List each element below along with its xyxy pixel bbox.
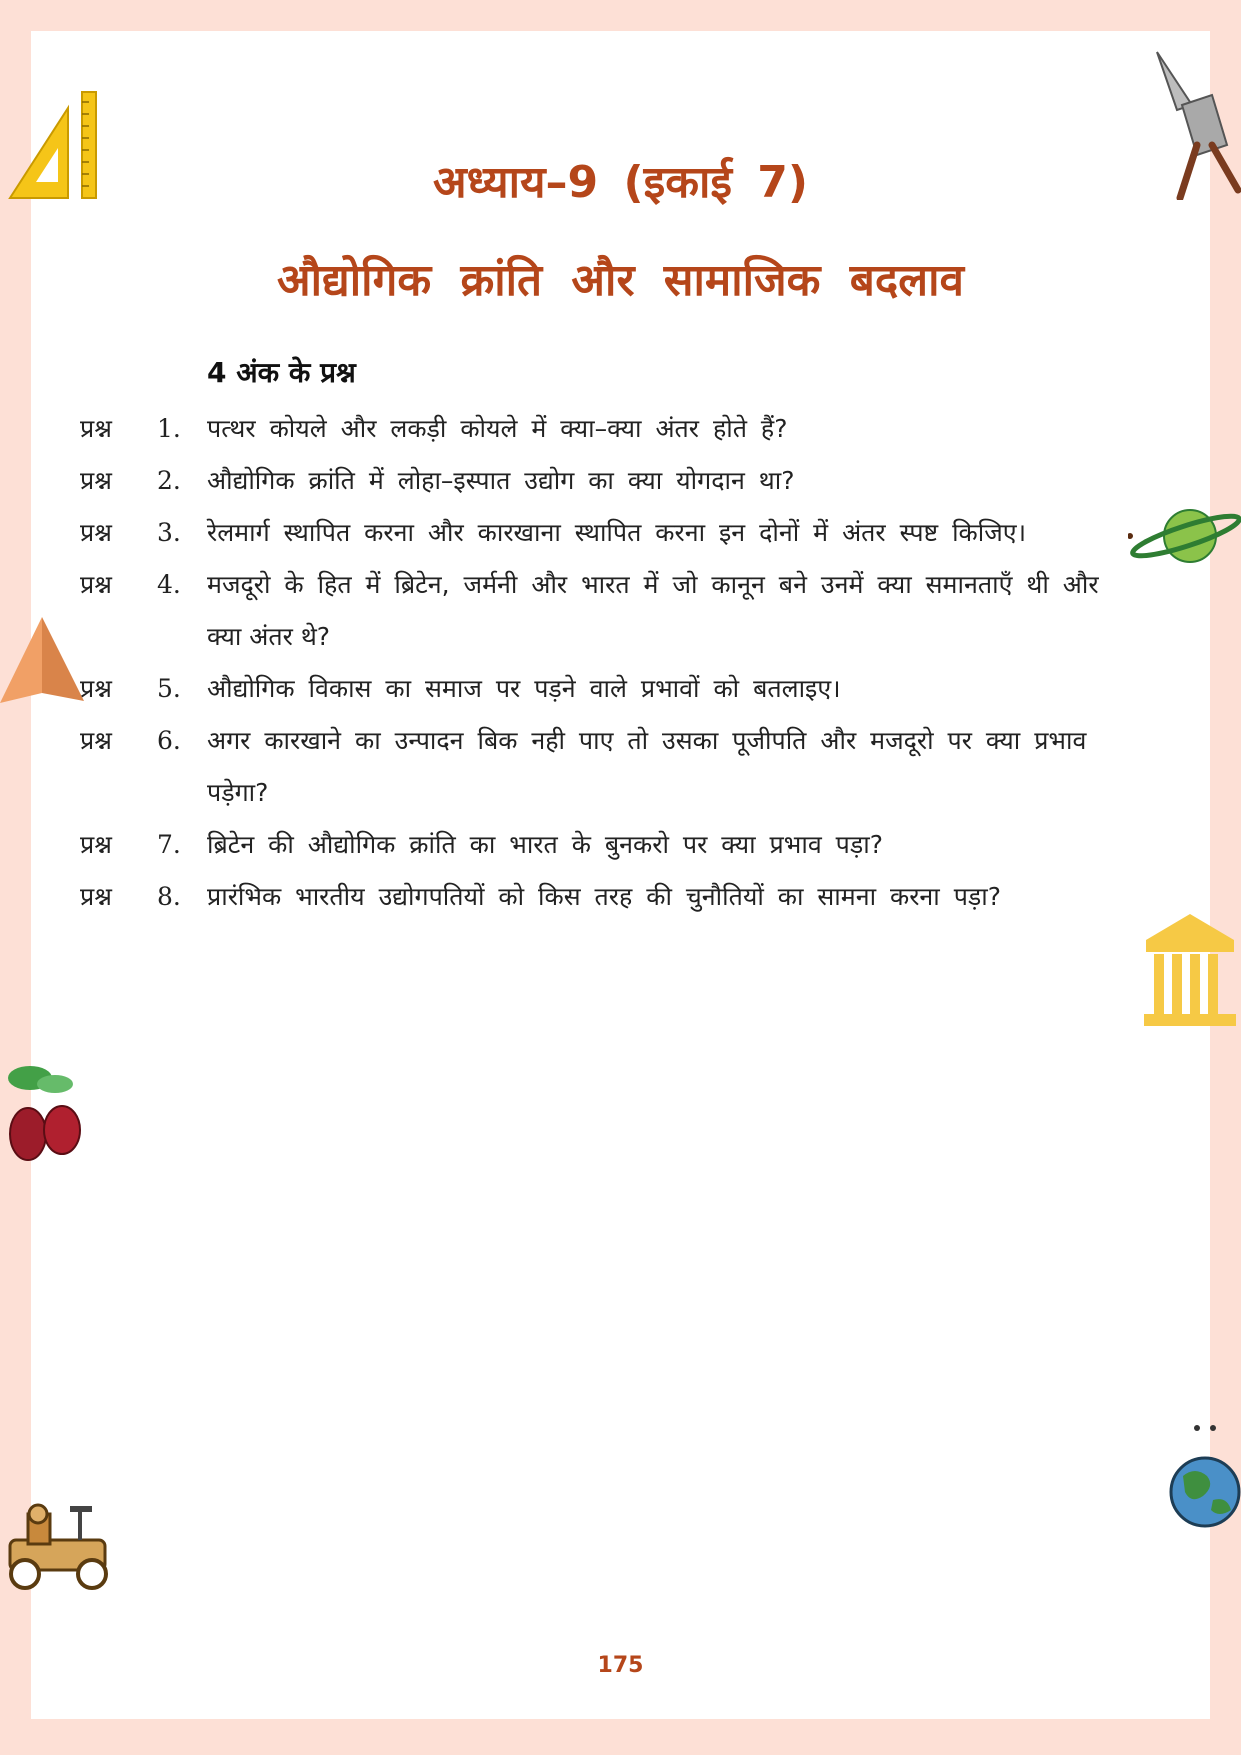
section-heading: 4 अंक के प्रश्न <box>207 356 356 389</box>
steam-engine-icon <box>0 1500 125 1595</box>
question-number: 3. <box>157 518 181 547</box>
question-text: ब्रिटेन की औद्योगिक क्रांति का भारत के बुनकरो पर क्या प्रभाव पड़ा? <box>207 830 883 859</box>
pyramid-icon <box>0 615 85 705</box>
question-label: प्रश्न <box>80 518 112 547</box>
question-text: रेलमार्ग स्थापित करना और कारखाना स्थापित करना इन दोनों में अंतर स्पष्ट किजिए। <box>207 518 1027 547</box>
question-text: पत्थर कोयले और लकड़ी कोयले में क्या–क्या अंतर होते हैं? <box>207 414 788 443</box>
question-number: 7. <box>157 830 181 859</box>
question-text: प्रारंभिक भारतीय उद्योगपतियों को किस तरह की चुनौतियों का सामना करना पड़ा? <box>207 882 1002 911</box>
question-label: प्रश्न <box>80 414 112 443</box>
question-number: 4. <box>157 570 181 599</box>
question-label: प्रश्न <box>80 830 112 859</box>
question-number: 2. <box>157 466 181 495</box>
question-label: प्रश्न <box>80 674 112 703</box>
question-number: 6. <box>157 726 181 755</box>
chapter-title: औद्योगिक क्रांति और सामाजिक बदलाव <box>277 255 964 306</box>
globe-icon <box>1165 1420 1241 1530</box>
page-number: 175 <box>597 1653 644 1678</box>
question-number: 8. <box>157 882 181 911</box>
beans-plant-icon <box>0 1060 90 1170</box>
chapter-heading: अध्याय–9 (इकाई 7) <box>432 157 809 208</box>
pillared-building-icon <box>1140 910 1241 1030</box>
question-text: अगर कारखाने का उन्पादन बिक नही पाए तो उसका पूजीपति और मजदूरो पर क्या प्रभाव <box>207 726 1087 755</box>
question-number: 1. <box>157 414 181 443</box>
question-label: प्रश्न <box>80 570 112 599</box>
question-text: मजदूरो के हित में ब्रिटेन, जर्मनी और भारत में जो कानून बने उनमें क्या समानताएँ थी और <box>207 570 1099 599</box>
question-text-continued: क्या अंतर थे? <box>207 622 331 651</box>
question-label: प्रश्न <box>80 726 112 755</box>
question-text-continued: पड़ेगा? <box>207 778 269 807</box>
question-text: औद्योगिक क्रांति में लोहा–इस्पात उद्योग का क्या योगदान था? <box>207 466 795 495</box>
question-label: प्रश्न <box>80 882 112 911</box>
question-label: प्रश्न <box>80 466 112 495</box>
question-text: औद्योगिक विकास का समाज पर पड़ने वाले प्रभावों को बतलाइए। <box>207 674 841 703</box>
question-number: 5. <box>157 674 181 703</box>
